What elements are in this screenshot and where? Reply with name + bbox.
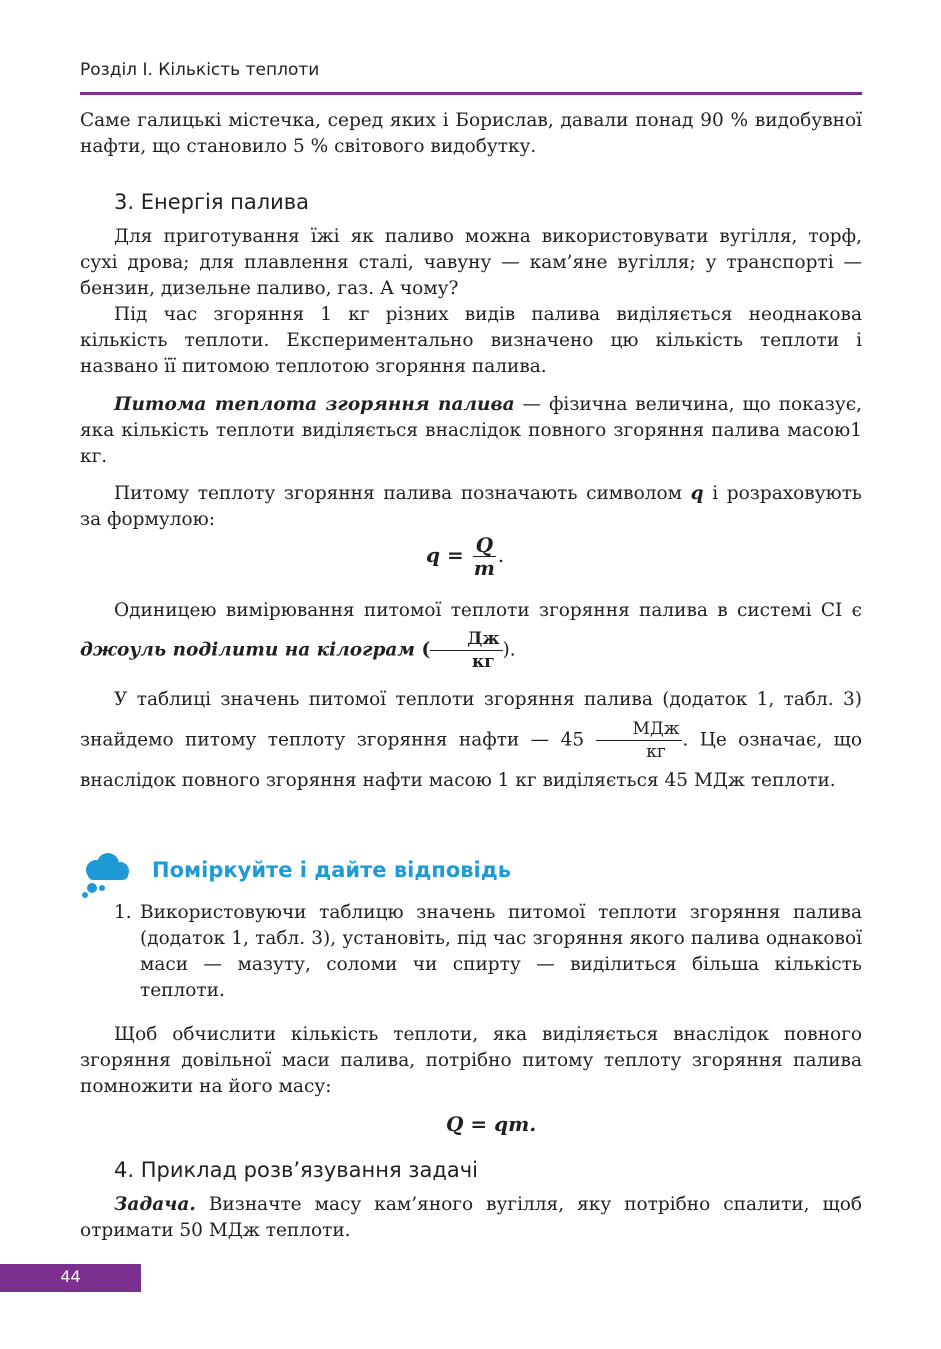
list-item [114,900,862,1004]
page-number: 44 [60,1267,81,1286]
section-3-paragraph-2: Під час згоряння 1 кг різних видів палива виділяється неоднакова кількість теплоти. Експериментально визначено цю кількість теплоти і названо її питомою теплотою згоряння палива. [80,304,862,377]
mass-paragraph: Щоб обчислити кількість теплоти, яка виділяється внаслідок повного згоряння довільної маси палива, потрібно питому теплоту згоряння палива помножити на його масу: [80,1024,862,1097]
list-item-number: 1. [114,902,132,923]
formula-q-fraction [471,534,498,579]
formula-q-tail: . [497,543,505,567]
oil-numerator: МДж [596,718,683,741]
symbol-paragraph [80,481,862,533]
task-label: Задача. [114,1194,196,1215]
unit-fraction [430,628,502,673]
think-section-title: Поміркуйте і дайте відповідь [152,858,511,882]
unit-paragraph [80,594,862,673]
formula-q-numerator: Q [473,534,496,557]
unit-text: Одиницею вимірювання питомої теплоти згоряння палива в системі СІ є [114,600,862,621]
unit-denominator: кг [472,652,495,672]
task-text: Визначте масу кам’яного вугілля, яку потрібно спалити, щоб отримати 50 МДж теплоти. [80,1194,862,1241]
definition-paragraph [80,392,862,470]
unit-open: ( [415,639,431,661]
section-4-heading: 4. Приклад розв’язування задачі [114,1158,478,1182]
formula-q [426,534,504,579]
unit-numerator: Дж [430,628,502,651]
formula-Q: Q = qm. [446,1112,537,1136]
definition-term: Питома теплота згоряння палива [114,394,515,415]
list-item-text: Використовуючи таблицю значень питомої теплоти згоряння палива (додаток 1, табл. 3), установіть, під час згоряння якого палива однакової маси — мазуту, соломи чи спирту — виділиться більша кількість теплоти. [140,902,862,1001]
running-header: Розділ I. Кількість теплоти [80,60,320,80]
intro-paragraph: Саме галицькі містечка, серед яких і Борислав, давали понад 90 % видобувної нафти, що становило 5 % світового видобутку. [80,110,862,157]
symbol-text-b: і розраховують за формулою: [80,483,863,530]
oil-denominator: кг [646,742,666,762]
oil-fraction [596,718,683,763]
cloud-icon [80,852,132,898]
symbol-q: q [690,483,704,504]
formula-q-denominator: m [473,556,495,580]
symbol-text-a: Питому теплоту згоряння палива позначають символом [114,483,691,504]
header-rule [80,92,862,95]
formula-q-lhs: q = [426,543,464,567]
definition-text: — фізична величина, що показує, яка кількість теплоти виділяється внаслідок повного згоряння палива масою1 кг. [80,394,862,467]
oil-paragraph [80,682,862,799]
oil-text-b: . Це означає, що внаслідок повного згоряння нафти масою 1 кг виділяється 45 МДж теплоти. [80,729,863,791]
task-paragraph [80,1192,862,1244]
oil-text-a: У таблиці значень питомої теплоти згоряння палива (додаток 1, табл. 3) знайдемо питому теплоту згоряння нафти — 45 [80,689,862,751]
unit-term: джоуль поділити на кілограм [80,639,416,661]
unit-close: ). [502,639,516,661]
section-3-paragraph-1: Для приготування їжі як паливо можна використовувати вугілля, торф, сухі дрова; для плавлення сталі, чавуну — кам’яне вугілля; у транспорті — бензин, дизельне паливо, газ. А чому? [80,226,862,299]
section-3-heading: 3. Енергія палива [114,190,310,214]
